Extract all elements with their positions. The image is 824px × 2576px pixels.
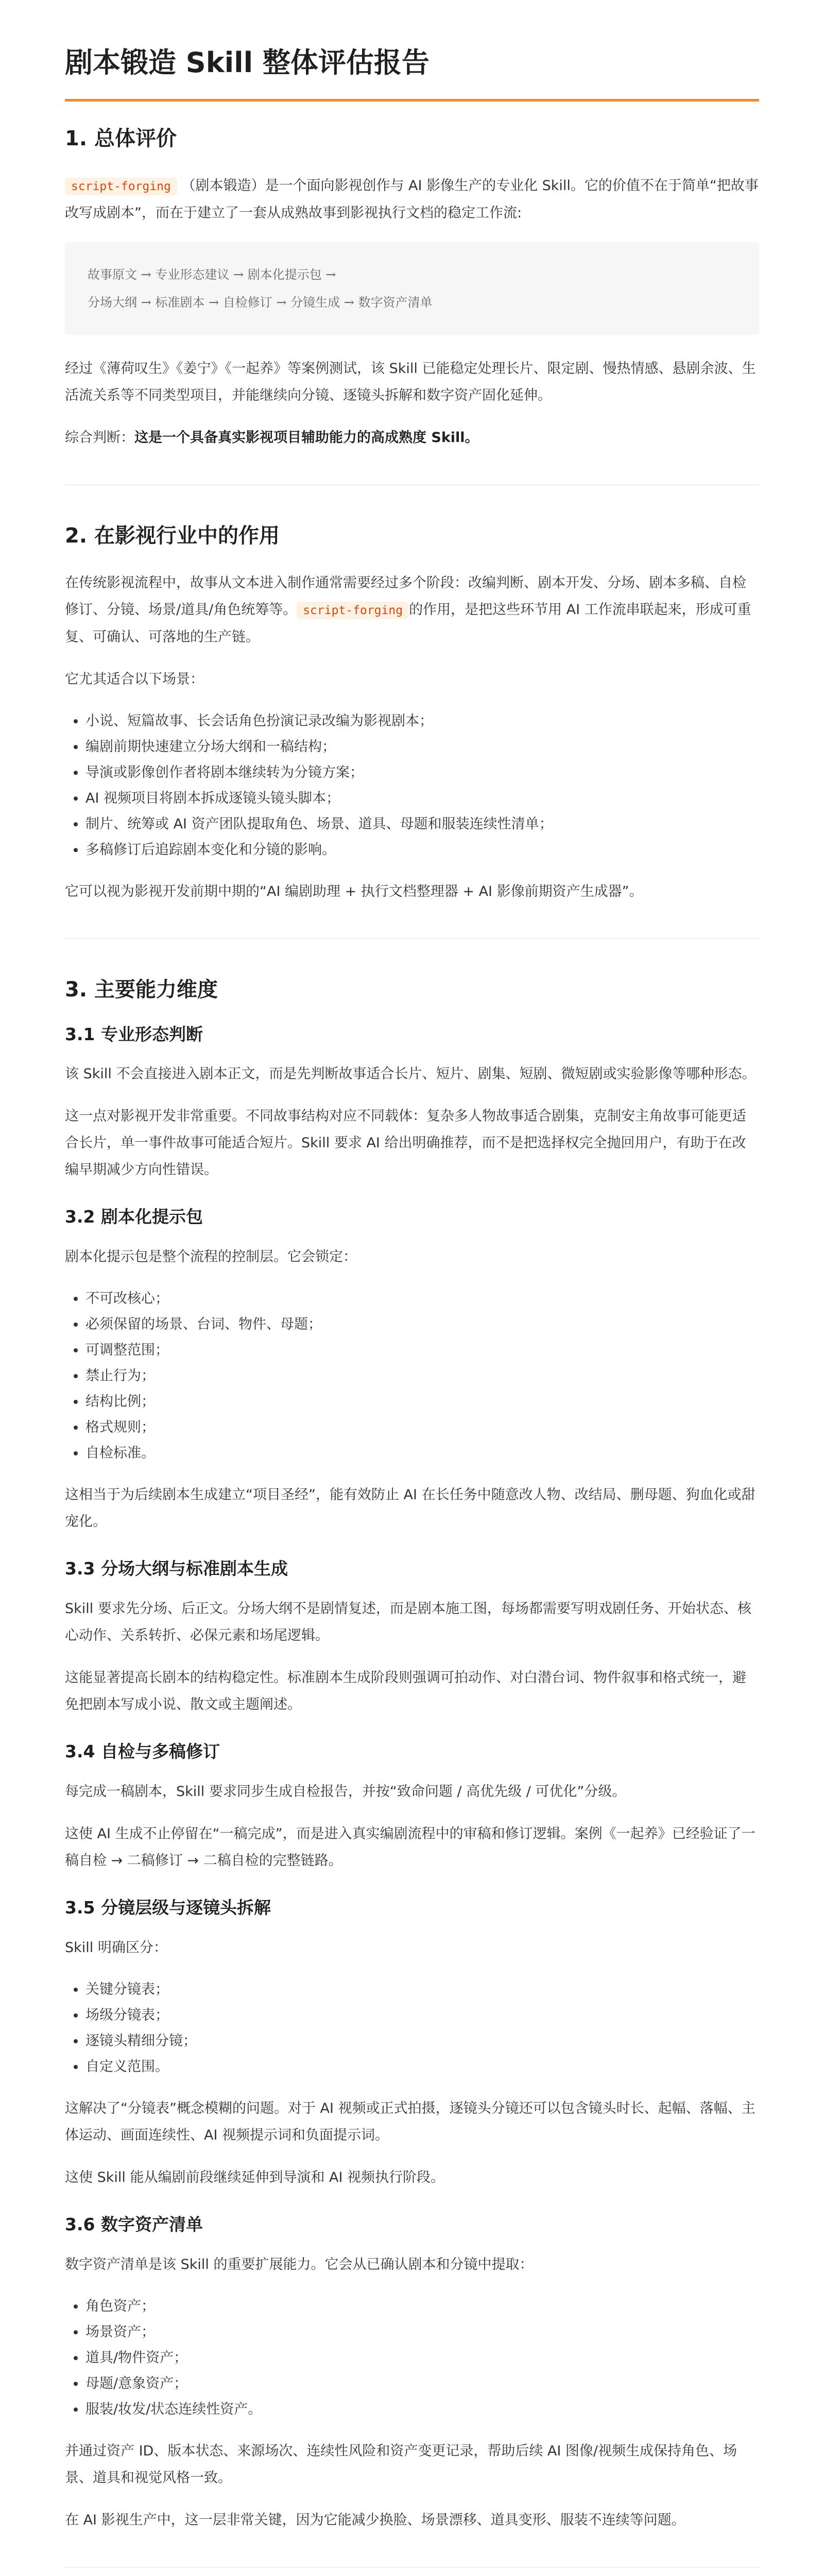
list-item: • 服装/妆发/状态连续性资产。 (85, 2397, 759, 2422)
paragraph: 这使 Skill 能从编剧前段继续延伸到导演和 AI 视频执行阶段。 (65, 2169, 445, 2185)
workflow-code-block (65, 242, 759, 335)
subsection-heading: 3.6 数字资产清单 (65, 2214, 203, 2234)
paragraph (65, 425, 759, 451)
paragraph (65, 570, 759, 651)
workflow-line: 故事原文 → 专业形态建议 → 剧本化提示包 → (88, 267, 336, 282)
bold-conclusion: 这是一个具备真实影视项目辅助能力的高成熟度 Skill。 (134, 429, 479, 446)
workflow-line: 分场大纲 → 标准剧本 → 自检修订 → 分镜生成 → 数字资产清单 (88, 295, 433, 310)
paragraph: 这相当于为后续剧本生成建立“项目圣经”，能有效防止 AI 在长任务中随意改人物、改结局、删母题、狗血化或甜宠化。 (65, 1487, 756, 1530)
section-heading: 1. 总体评价 (65, 126, 177, 150)
section-overall-evaluation (65, 125, 759, 451)
page-title: 剧本锻造 Skill 整体评估报告 (65, 45, 759, 101)
list-item: • 自定义范围。 (85, 2054, 759, 2080)
list-item: • 不可改核心； (85, 1286, 759, 1312)
list-item: • AI 视频项目将剧本拆成逐镜头镜头脚本； (85, 786, 759, 811)
section-industry-role (65, 484, 759, 905)
paragraph: 并通过资产 ID、版本状态、来源场次、连续性风险和资产变更记录，帮助后续 AI 图像/视频生成保持角色、场景、道具和视觉风格一致。 (65, 2443, 737, 2486)
list-item: • 必须保留的场景、台词、物件、母题； (85, 1312, 759, 1337)
list-item: • 场景资产； (85, 2319, 759, 2345)
paragraph: 经过《薄荷叹生》《姜宁》《一起养》等案例测试，该 Skill 已能稳定处理长片、限定剧、慢热情感、悬剧余波、生活流关系等不同类型项目，并能继续向分镜、逐镜头拆解和数字资产固化延伸。 (65, 360, 756, 403)
locked-items-list (65, 1286, 759, 1466)
paragraph-text: （剧本锻造）是一个面向影视创作与 AI 影像生产的专业化 Skill。它的价值不在于简单“把故事改写成剧本”，而在于建立了一套从成熟故事到影视执行文档的稳定工作流: (65, 177, 759, 221)
paragraph (65, 173, 759, 227)
list-item: • 道具/物件资产； (85, 2345, 759, 2371)
paragraph: 它尤其适合以下场景： (65, 671, 204, 687)
list-item: • 导演或影像创作者将剧本继续转为分镜方案； (85, 760, 759, 786)
list-item: • 角色资产； (85, 2294, 759, 2319)
paragraph: 该 Skill 不会直接进入剧本正文，而是先判断故事适合长片、短片、剧集、短剧、微短剧或实验影像等哪种形态。 (65, 1066, 756, 1082)
paragraph: Skill 明确区分： (65, 1939, 167, 1956)
subsection-heading: 3.4 自检与多稿修订 (65, 1741, 220, 1762)
paragraph: 这能显著提高长剧本的结构稳定性。标准剧本生成阶段则强调可拍动作、对白潜台词、物件叙事和格式统一，避免把剧本写成小说、散文或主题阐述。 (65, 1670, 746, 1713)
inline-code-tag: script-forging (65, 178, 177, 195)
paragraph-text: 综合判断： (65, 429, 134, 446)
list-item: • 关键分镜表； (85, 1977, 759, 2003)
paragraph: Skill 要求先分场、后正文。分场大纲不是剧情复述，而是剧本施工图，每场都需要写明戏剧任务、开始状态、核心动作、关系转折、必保元素和场尾逻辑。 (65, 1601, 751, 1644)
subsection-heading: 3.2 剧本化提示包 (65, 1207, 203, 1227)
paragraph: 这解决了“分镜表”概念模糊的问题。对于 AI 视频或正式拍摄，逐镜头分镜还可以包含镜头时长、起幅、落幅、主体运动、画面连续性、AI 视频提示词和负面提示词。 (65, 2100, 756, 2143)
paragraph: 它可以视为影视开发前期中期的“AI 编剧助理 + 执行文档整理器 + AI 影像前期资产生成器”。 (65, 883, 643, 900)
list-item: • 结构比例； (85, 1389, 759, 1415)
paragraph: 这使 AI 生成不止停留在“一稿完成”，而是进入真实编剧流程中的审稿和修订逻辑。案例《一起养》已经验证了一稿自检 → 二稿修订 → 二稿自检的完整链路。 (65, 1826, 756, 1869)
paragraph: 这一点对影视开发非常重要。不同故事结构对应不同载体：复杂多人物故事适合剧集，克制安主角故事可能更适合长片，单一事件故事可能适合短片。Skill 要求 AI 给出明确推荐，而不是把选择权完全抛回用户，有助于在改编早期减少方向性错误。 (65, 1108, 746, 1178)
paragraph: 数字资产清单是该 Skill 的重要扩展能力。它会从已确认剧本和分镜中提取： (65, 2256, 534, 2273)
section-heading: 3. 主要能力维度 (65, 977, 218, 1002)
scenario-list (65, 708, 759, 863)
list-item: • 格式规则； (85, 1415, 759, 1440)
paragraph-text: 在传统影视流程中，故事从文本进入制作通常需要经过多个阶段：改编判断、剧本开发、分场、剧本多稿、自检修订、分镜、场景/道具/角色统筹等。 (65, 574, 746, 618)
list-item: • 可调整范围； (85, 1337, 759, 1363)
subsection-heading: 3.1 专业形态判断 (65, 1024, 203, 1044)
list-item: • 禁止行为； (85, 1363, 759, 1389)
paragraph: 在 AI 影视生产中，这一层非常关键，因为它能减少换脸、场景漂移、道具变形、服装不连续等问题。 (65, 2512, 685, 2528)
list-item: • 制片、统筹或 AI 资产团队提取角色、场景、道具、母题和服装连续性清单； (85, 811, 759, 837)
asset-types-list (65, 2294, 759, 2422)
list-item: • 小说、短篇故事、长会话角色扮演记录改编为影视剧本； (85, 708, 759, 734)
list-item: • 多稿修订后追踪剧本变化和分镜的影响。 (85, 837, 759, 863)
paragraph: 每完成一稿剧本，Skill 要求同步生成自检报告，并按“致命问题 / 高优先级 / 可优化”分级。 (65, 1784, 626, 1800)
list-item: • 场级分镜表； (85, 2003, 759, 2028)
section-heading: 2. 在影视行业中的作用 (65, 523, 280, 548)
section-capability-dimensions (65, 938, 759, 2534)
inline-code-tag: script-forging (297, 602, 409, 619)
list-item: • 母题/意象资产； (85, 2371, 759, 2397)
subsection-heading: 3.5 分镜层级与逐镜头拆解 (65, 1897, 271, 1918)
storyboard-levels-list (65, 1977, 759, 2080)
paragraph: 剧本化提示包是整个流程的控制层。它会锁定： (65, 1249, 357, 1265)
list-item: • 编剧前期快速建立分场大纲和一稿结构； (85, 734, 759, 760)
list-item: • 逐镜头精细分镜； (85, 2028, 759, 2054)
section-advantages (65, 2567, 759, 2576)
paragraph-text: 的作用，是把这些环节用 AI 工作流串联起来，形成可重复、可确认、可落地的生产链。 (65, 601, 751, 645)
subsection-heading: 3.3 分场大纲与标准剧本生成 (65, 1558, 288, 1579)
list-item: • 自检标准。 (85, 1440, 759, 1466)
